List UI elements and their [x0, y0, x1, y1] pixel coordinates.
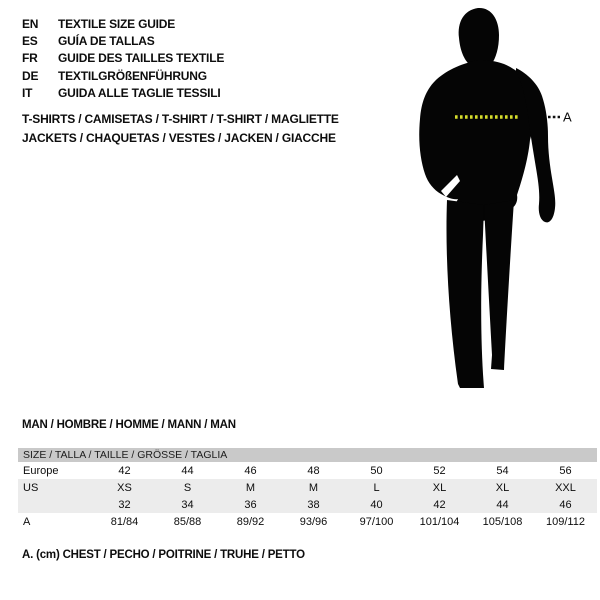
language-label: GUIDE DES TAILLES TEXTILE — [58, 51, 225, 66]
silhouette-shapes — [419, 8, 555, 388]
language-label: GUIDA ALLE TAGLIE TESSILI — [58, 86, 221, 101]
language-row — [22, 67, 224, 84]
table-cell: 44 — [496, 498, 509, 511]
table-cell: 44 — [181, 464, 194, 477]
language-label: TEXTILGRÖßENFÜHRUNG — [58, 68, 207, 83]
table-cell: 48 — [307, 464, 320, 477]
table-cell: 42 — [433, 498, 446, 511]
table-cell: 97/100 — [359, 515, 394, 528]
size-table — [18, 448, 597, 530]
language-row — [22, 85, 224, 102]
table-cell: M — [245, 481, 256, 494]
table-cell: 32 — [118, 498, 131, 511]
man-silhouette — [400, 0, 600, 400]
table-cell: 56 — [559, 464, 572, 477]
row-label: A — [23, 515, 31, 528]
table-cell: 42 — [118, 464, 131, 477]
table-cell: 85/88 — [173, 515, 202, 528]
table-cell: 105/108 — [482, 515, 523, 528]
measure-footnote: A. (cm) CHEST / PECHO / POITRINE / TRUHE / PETTO — [22, 549, 305, 561]
silhouette-left-leg — [446, 200, 484, 388]
language-label: TEXTILE SIZE GUIDE — [58, 16, 176, 31]
table-cell: M — [308, 481, 319, 494]
table-cell: XL — [495, 481, 510, 494]
language-row — [22, 32, 224, 49]
row-label: US — [23, 481, 39, 494]
table-row-us — [18, 479, 597, 496]
table-cell: XS — [117, 481, 132, 494]
table-cell: 93/96 — [299, 515, 328, 528]
table-cell: XL — [432, 481, 447, 494]
table-cell: 38 — [307, 498, 320, 511]
table-cell: 46 — [244, 464, 257, 477]
language-row — [22, 50, 224, 67]
silhouette-torso — [419, 60, 534, 221]
silhouette-head — [459, 8, 499, 65]
table-row-chest — [18, 513, 597, 530]
table-row-europe — [18, 462, 597, 479]
language-code: DE — [22, 68, 39, 83]
language-code: ES — [22, 34, 38, 49]
language-label: GUÍA DE TALLAS — [58, 34, 155, 49]
table-header: SIZE / TALLA / TAILLE / GRÖSSE / TAGLIA — [18, 448, 597, 462]
language-row — [22, 15, 224, 32]
table-cell: 40 — [370, 498, 383, 511]
table-cell: XXL — [555, 481, 576, 494]
language-code: EN — [22, 16, 39, 31]
table-cell: S — [183, 481, 192, 494]
table-cell: 54 — [496, 464, 509, 477]
category-line: JACKETS / CHAQUETAS / VESTES / JACKEN / GIACCHE — [22, 131, 336, 145]
language-list — [22, 15, 224, 102]
category-line: T-SHIRTS / CAMISETAS / T-SHIRT / T-SHIRT / MAGLIETTE — [22, 112, 339, 126]
table-cell: 52 — [433, 464, 446, 477]
table-cell: 81/84 — [110, 515, 139, 528]
row-label: Europe — [23, 464, 59, 477]
table-cell: 109/112 — [546, 515, 585, 528]
table-cell: 46 — [559, 498, 572, 511]
category-list — [22, 110, 339, 148]
table-cell: 50 — [370, 464, 383, 477]
table-cell: L — [373, 481, 380, 494]
table-cell: 36 — [244, 498, 257, 511]
table-cell: 89/92 — [236, 515, 265, 528]
language-code: IT — [22, 86, 33, 101]
language-code: FR — [22, 51, 38, 66]
measure-label-a: A — [563, 109, 572, 125]
table-row-us-numeric — [18, 496, 597, 513]
section-title: MAN / HOMBRE / HOMME / MANN / MAN — [22, 419, 236, 431]
table-cell: 101/104 — [419, 515, 460, 528]
table-cell: 34 — [181, 498, 194, 511]
silhouette-right-leg — [484, 200, 514, 370]
